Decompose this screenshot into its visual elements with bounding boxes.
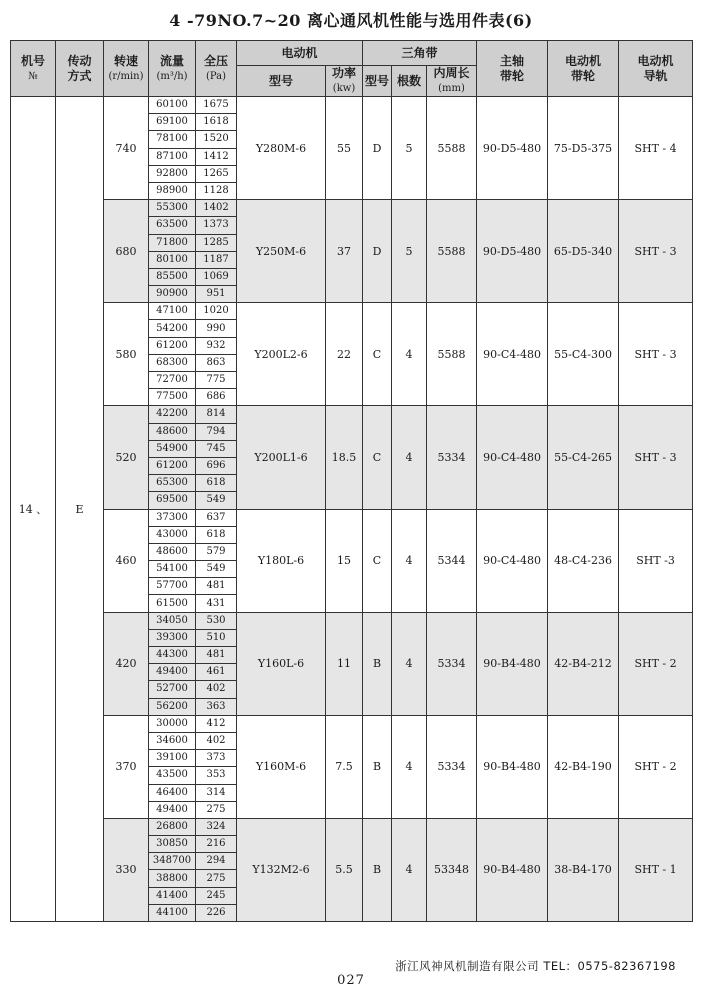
belt-count-cell: 5 — [392, 200, 427, 303]
table-row — [11, 97, 693, 114]
shaft-pulley-cell: 90-C4-480 — [477, 303, 548, 406]
header-motor-rail: 电动机 导轨 — [619, 41, 693, 97]
flow-cell: 48600 — [149, 423, 196, 440]
flow-cell: 77500 — [149, 389, 196, 406]
flow-cell: 61200 — [149, 337, 196, 354]
belt-type-cell: B — [363, 715, 392, 818]
motor-pulley-cell: 48-C4-236 — [548, 509, 619, 612]
header-belt-count: 根数 — [392, 66, 427, 97]
belt-length-cell: 5334 — [427, 612, 477, 715]
pressure-cell: 294 — [196, 853, 237, 870]
pressure-cell: 794 — [196, 423, 237, 440]
motor-pulley-cell: 55-C4-265 — [548, 406, 619, 509]
belt-length-cell: 53348 — [427, 818, 477, 921]
motor-model-cell: Y200L1-6 — [237, 406, 326, 509]
speed-cell: 680 — [104, 200, 149, 303]
header-flow: 流量 (m³/h) — [149, 41, 196, 97]
pressure-cell: 481 — [196, 647, 237, 664]
header-pressure: 全压 (Pa) — [196, 41, 237, 97]
flow-cell: 63500 — [149, 217, 196, 234]
pressure-cell: 1412 — [196, 148, 237, 165]
table-row — [11, 406, 693, 423]
motor-rail-cell: SHT - 4 — [619, 97, 693, 200]
header-belt: 三角带 — [363, 41, 477, 66]
flow-cell: 61200 — [149, 457, 196, 474]
flow-cell: 34600 — [149, 732, 196, 749]
belt-type-cell: C — [363, 509, 392, 612]
motor-power-cell: 11 — [326, 612, 363, 715]
motor-pulley-cell: 42-B4-212 — [548, 612, 619, 715]
flow-cell: 47100 — [149, 303, 196, 320]
pressure-cell: 412 — [196, 715, 237, 732]
flow-cell: 39300 — [149, 629, 196, 646]
motor-model-cell: Y160M-6 — [237, 715, 326, 818]
speed-cell: 330 — [104, 818, 149, 921]
company-footer: 浙江风神风机制造有限公司 TEL：0575-82367198 — [395, 959, 676, 973]
pressure-cell: 618 — [196, 475, 237, 492]
table-row — [11, 509, 693, 526]
motor-power-cell: 5.5 — [326, 818, 363, 921]
flow-cell: 49400 — [149, 801, 196, 818]
table-body — [11, 97, 693, 922]
page-title: 4 -79NO.7~20 离心通风机性能与选用件表(6) — [169, 11, 533, 30]
motor-model-cell: Y200L2-6 — [237, 303, 326, 406]
motor-pulley-cell: 75-D5-375 — [548, 97, 619, 200]
flow-cell: 30000 — [149, 715, 196, 732]
drive-type-cell: E — [56, 97, 104, 922]
flow-cell: 85500 — [149, 268, 196, 285]
flow-cell: 52700 — [149, 681, 196, 698]
flow-cell: 37300 — [149, 509, 196, 526]
pressure-cell: 990 — [196, 320, 237, 337]
machine-no-cell: 14 、 — [11, 97, 56, 922]
flow-cell: 87100 — [149, 148, 196, 165]
flow-cell: 49400 — [149, 664, 196, 681]
motor-pulley-cell: 42-B4-190 — [548, 715, 619, 818]
table-row — [11, 818, 693, 835]
motor-rail-cell: SHT - 3 — [619, 200, 693, 303]
belt-type-cell: C — [363, 406, 392, 509]
pressure-cell: 431 — [196, 595, 237, 612]
speed-cell: 520 — [104, 406, 149, 509]
flow-cell: 34050 — [149, 612, 196, 629]
pressure-cell: 275 — [196, 870, 237, 887]
pressure-cell: 686 — [196, 389, 237, 406]
pressure-cell: 373 — [196, 750, 237, 767]
flow-cell: 69100 — [149, 114, 196, 131]
pressure-cell: 402 — [196, 732, 237, 749]
pressure-cell: 314 — [196, 784, 237, 801]
motor-pulley-cell: 38-B4-170 — [548, 818, 619, 921]
belt-count-cell: 4 — [392, 612, 427, 715]
pressure-cell: 226 — [196, 904, 237, 921]
header-shaft-pulley: 主轴 带轮 — [477, 41, 548, 97]
flow-cell: 348700 — [149, 853, 196, 870]
pressure-cell: 579 — [196, 543, 237, 560]
motor-power-cell: 18.5 — [326, 406, 363, 509]
flow-cell: 55300 — [149, 200, 196, 217]
flow-cell: 44300 — [149, 647, 196, 664]
belt-type-cell: B — [363, 612, 392, 715]
motor-power-cell: 15 — [326, 509, 363, 612]
pressure-cell: 461 — [196, 664, 237, 681]
motor-power-cell: 55 — [326, 97, 363, 200]
belt-length-cell: 5588 — [427, 97, 477, 200]
motor-pulley-cell: 55-C4-300 — [548, 303, 619, 406]
motor-pulley-cell: 65-D5-340 — [548, 200, 619, 303]
pressure-cell: 353 — [196, 767, 237, 784]
flow-cell: 26800 — [149, 818, 196, 835]
shaft-pulley-cell: 90-B4-480 — [477, 612, 548, 715]
flow-cell: 92800 — [149, 165, 196, 182]
pressure-cell: 1373 — [196, 217, 237, 234]
flow-cell: 80100 — [149, 251, 196, 268]
pressure-cell: 1020 — [196, 303, 237, 320]
header-motor: 电动机 — [237, 41, 363, 66]
pressure-cell: 324 — [196, 818, 237, 835]
motor-power-cell: 22 — [326, 303, 363, 406]
belt-count-cell: 4 — [392, 406, 427, 509]
belt-count-cell: 4 — [392, 715, 427, 818]
pressure-cell: 530 — [196, 612, 237, 629]
flow-cell: 60100 — [149, 97, 196, 114]
motor-rail-cell: SHT -3 — [619, 509, 693, 612]
flow-cell: 90900 — [149, 286, 196, 303]
motor-model-cell: Y132M2-6 — [237, 818, 326, 921]
pressure-cell: 932 — [196, 337, 237, 354]
motor-rail-cell: SHT - 2 — [619, 715, 693, 818]
header-belt-model: 型号 — [363, 66, 392, 97]
flow-cell: 30850 — [149, 836, 196, 853]
belt-type-cell: D — [363, 200, 392, 303]
table-row — [11, 612, 693, 629]
pressure-cell: 696 — [196, 457, 237, 474]
shaft-pulley-cell: 90-B4-480 — [477, 818, 548, 921]
belt-length-cell: 5334 — [427, 715, 477, 818]
belt-length-cell: 5588 — [427, 303, 477, 406]
flow-cell: 54200 — [149, 320, 196, 337]
shaft-pulley-cell: 90-B4-480 — [477, 715, 548, 818]
table-row — [11, 303, 693, 320]
belt-count-cell: 4 — [392, 509, 427, 612]
flow-cell: 71800 — [149, 234, 196, 251]
belt-length-cell: 5344 — [427, 509, 477, 612]
header-motor-power: 功率 (kw) — [326, 66, 363, 97]
flow-cell: 38800 — [149, 870, 196, 887]
belt-length-cell: 5334 — [427, 406, 477, 509]
pressure-cell: 275 — [196, 801, 237, 818]
table-header — [11, 41, 693, 97]
header-belt-length: 内周长 (mm) — [427, 66, 477, 97]
pressure-cell: 745 — [196, 440, 237, 457]
header-speed: 转速 (r/min) — [104, 41, 149, 97]
flow-cell: 65300 — [149, 475, 196, 492]
flow-cell: 54900 — [149, 440, 196, 457]
flow-cell: 39100 — [149, 750, 196, 767]
header-drive: 传动 方式 — [56, 41, 104, 97]
pressure-cell: 814 — [196, 406, 237, 423]
flow-cell: 57700 — [149, 578, 196, 595]
belt-length-cell: 5588 — [427, 200, 477, 303]
flow-cell: 61500 — [149, 595, 196, 612]
belt-count-cell: 5 — [392, 97, 427, 200]
pressure-cell: 618 — [196, 526, 237, 543]
shaft-pulley-cell: 90-C4-480 — [477, 406, 548, 509]
pressure-cell: 1069 — [196, 268, 237, 285]
pressure-cell: 510 — [196, 629, 237, 646]
flow-cell: 54100 — [149, 561, 196, 578]
header-motor-pulley: 电动机 带轮 — [548, 41, 619, 97]
belt-count-cell: 4 — [392, 818, 427, 921]
table-row — [11, 200, 693, 217]
motor-model-cell: Y160L-6 — [237, 612, 326, 715]
flow-cell: 42200 — [149, 406, 196, 423]
pressure-cell: 1675 — [196, 97, 237, 114]
belt-type-cell: D — [363, 97, 392, 200]
flow-cell: 56200 — [149, 698, 196, 715]
motor-model-cell: Y180L-6 — [237, 509, 326, 612]
pressure-cell: 775 — [196, 372, 237, 389]
pressure-cell: 863 — [196, 354, 237, 371]
motor-power-cell: 7.5 — [326, 715, 363, 818]
table-row — [11, 715, 693, 732]
flow-cell: 72700 — [149, 372, 196, 389]
pressure-cell: 481 — [196, 578, 237, 595]
motor-rail-cell: SHT - 3 — [619, 303, 693, 406]
flow-cell: 46400 — [149, 784, 196, 801]
shaft-pulley-cell: 90-D5-480 — [477, 200, 548, 303]
speed-cell: 420 — [104, 612, 149, 715]
flow-cell: 43000 — [149, 526, 196, 543]
shaft-pulley-cell: 90-D5-480 — [477, 97, 548, 200]
pressure-cell: 951 — [196, 286, 237, 303]
speed-cell: 370 — [104, 715, 149, 818]
motor-model-cell: Y280M-6 — [237, 97, 326, 200]
belt-type-cell: B — [363, 818, 392, 921]
header-motor-model: 型号 — [237, 66, 326, 97]
pressure-cell: 1128 — [196, 182, 237, 199]
belt-type-cell: C — [363, 303, 392, 406]
pressure-cell: 549 — [196, 492, 237, 509]
shaft-pulley-cell: 90-C4-480 — [477, 509, 548, 612]
flow-cell: 68300 — [149, 354, 196, 371]
motor-rail-cell: SHT - 3 — [619, 406, 693, 509]
pressure-cell: 637 — [196, 509, 237, 526]
motor-rail-cell: SHT - 2 — [619, 612, 693, 715]
flow-cell: 43500 — [149, 767, 196, 784]
pressure-cell: 549 — [196, 561, 237, 578]
fan-performance-table — [10, 40, 693, 922]
speed-cell: 740 — [104, 97, 149, 200]
pressure-cell: 245 — [196, 887, 237, 904]
pressure-cell: 402 — [196, 681, 237, 698]
speed-cell: 580 — [104, 303, 149, 406]
motor-rail-cell: SHT - 1 — [619, 818, 693, 921]
motor-power-cell: 37 — [326, 200, 363, 303]
pressure-cell: 1520 — [196, 131, 237, 148]
pressure-cell: 363 — [196, 698, 237, 715]
speed-cell: 460 — [104, 509, 149, 612]
pressure-cell: 1402 — [196, 200, 237, 217]
belt-count-cell: 4 — [392, 303, 427, 406]
flow-cell: 98900 — [149, 182, 196, 199]
motor-model-cell: Y250M-6 — [237, 200, 326, 303]
flow-cell: 78100 — [149, 131, 196, 148]
pressure-cell: 1618 — [196, 114, 237, 131]
page-number: 027 — [337, 973, 365, 988]
header-machine-no: 机号 № — [11, 41, 56, 97]
flow-cell: 48600 — [149, 543, 196, 560]
flow-cell: 44100 — [149, 904, 196, 921]
flow-cell: 41400 — [149, 887, 196, 904]
flow-cell: 69500 — [149, 492, 196, 509]
pressure-cell: 1187 — [196, 251, 237, 268]
pressure-cell: 216 — [196, 836, 237, 853]
pressure-cell: 1285 — [196, 234, 237, 251]
pressure-cell: 1265 — [196, 165, 237, 182]
